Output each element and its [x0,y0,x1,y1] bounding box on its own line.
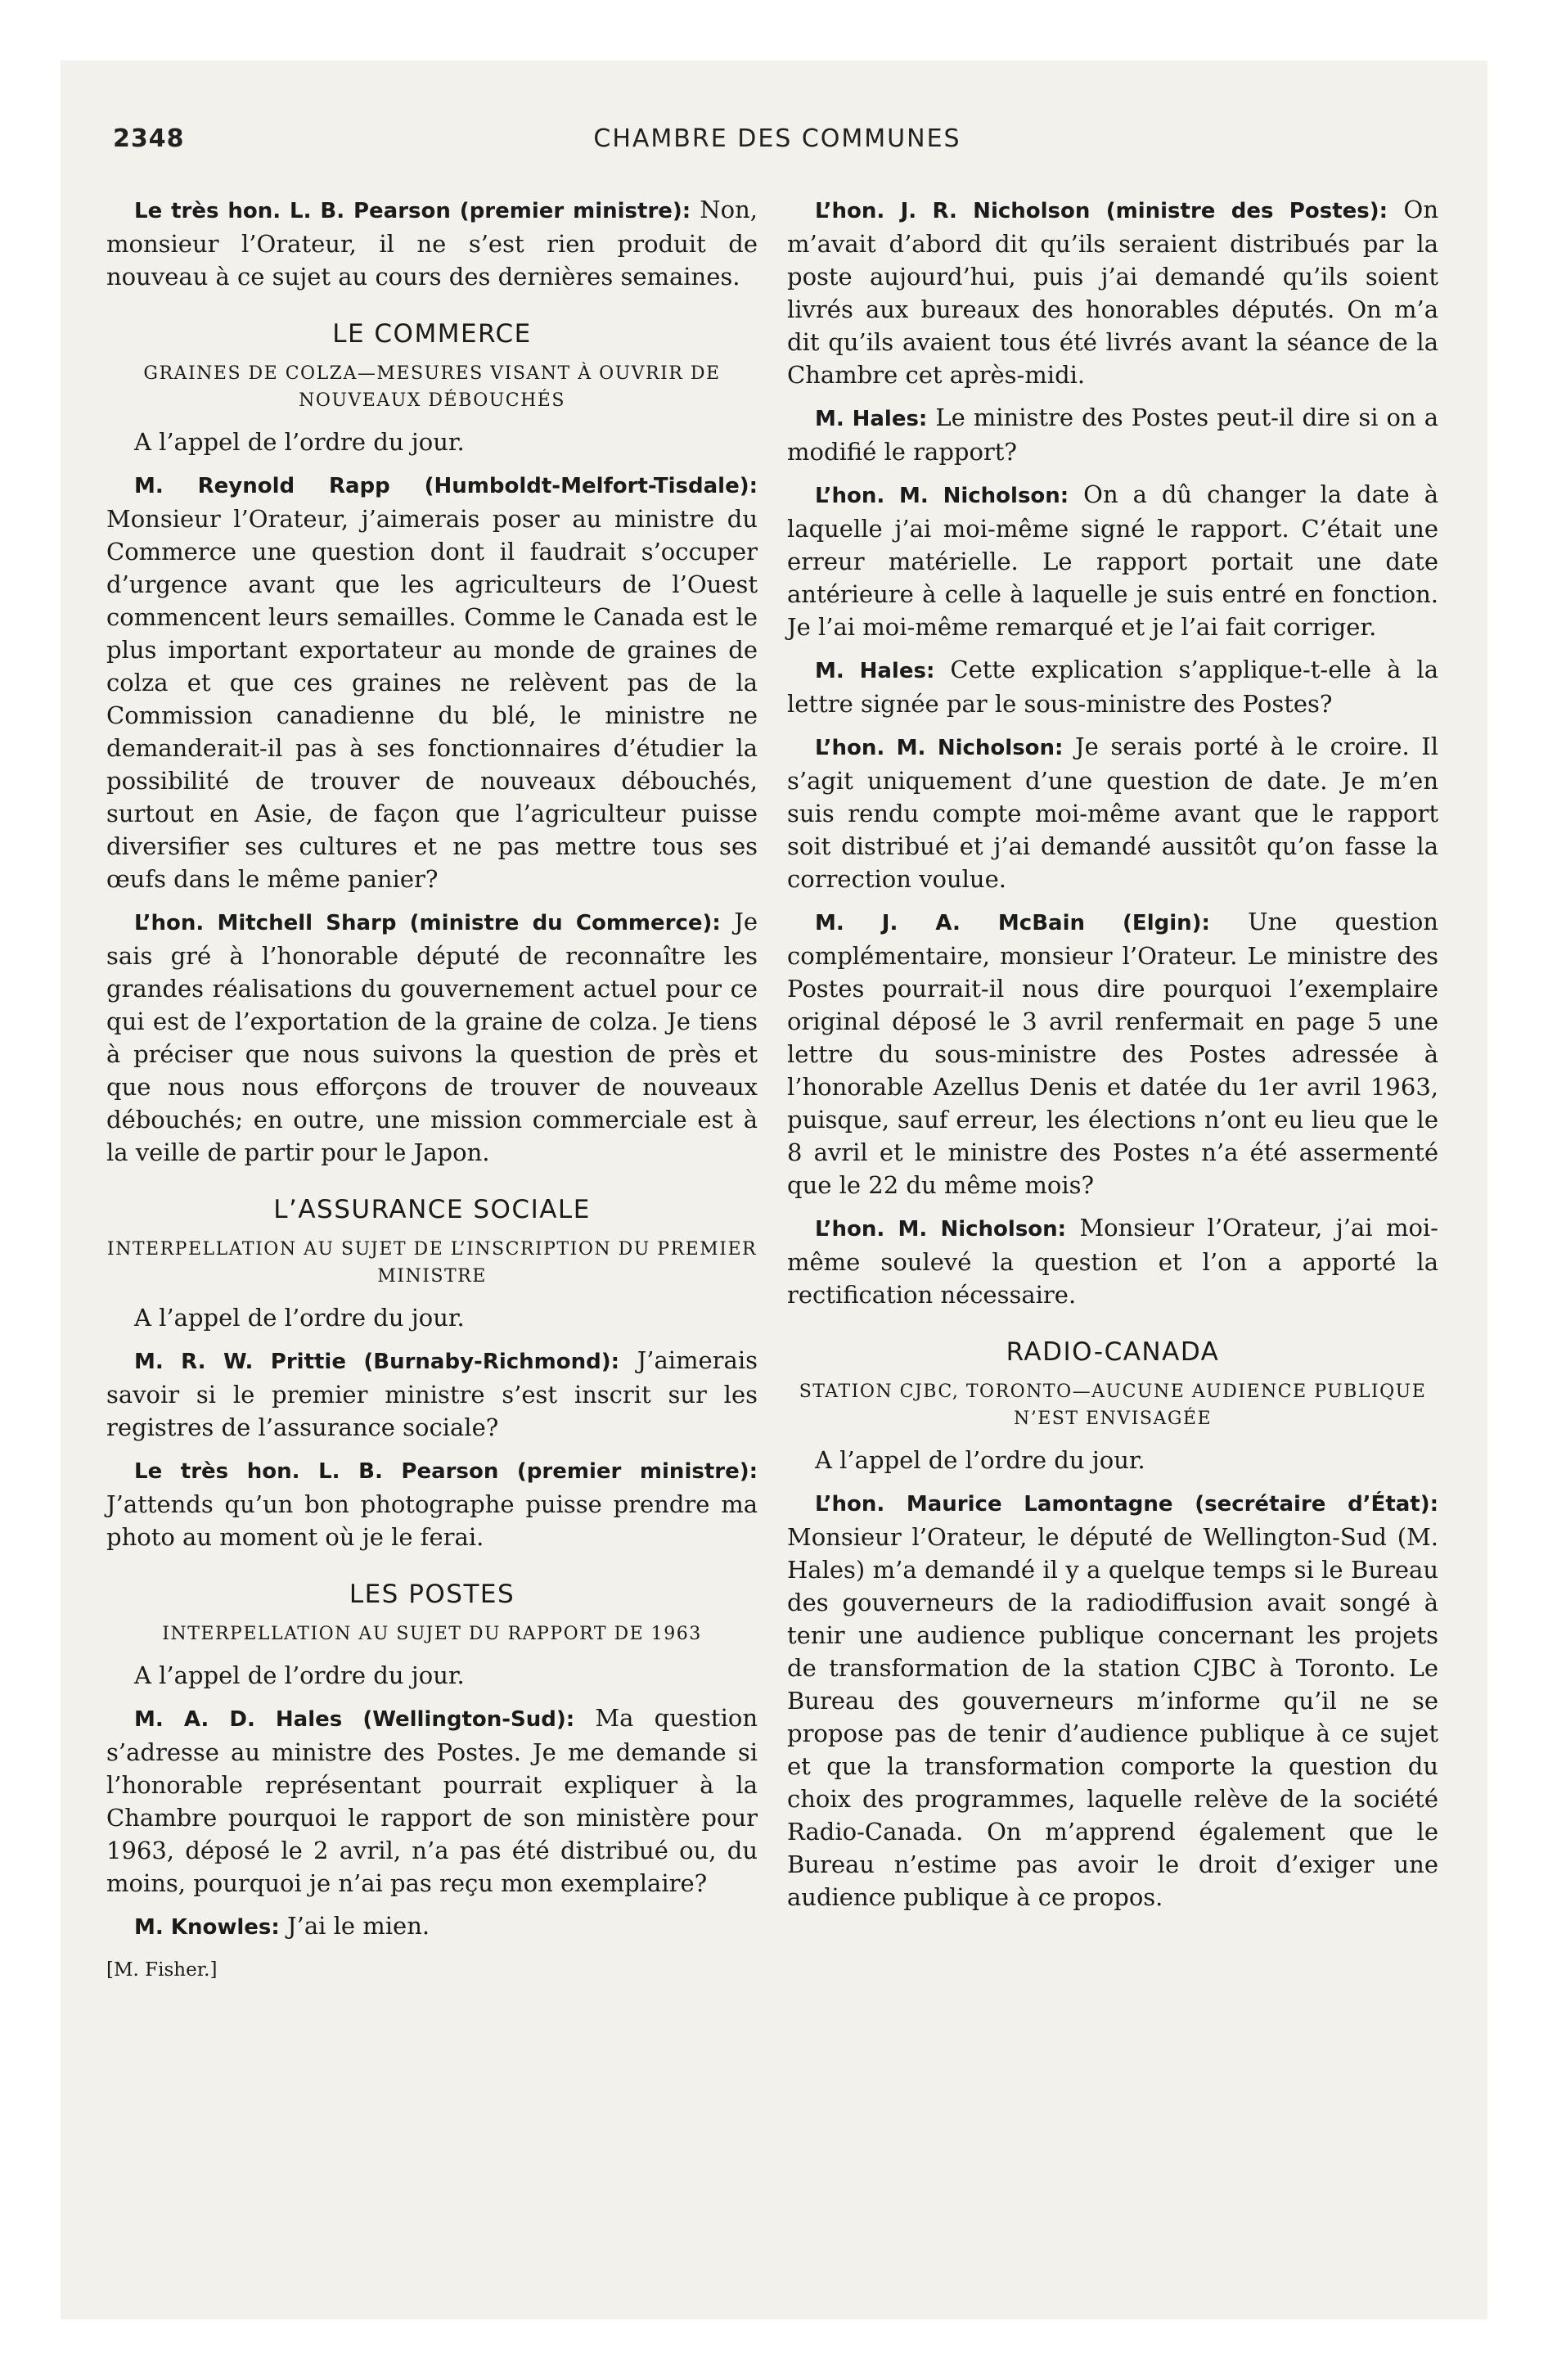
margin-note: [M. Fisher.] [106,1959,218,1981]
paragraph [106,193,758,293]
speaker-name: M. J. A. McBain (Elgin): [815,911,1210,935]
paragraph [787,478,1438,643]
paragraph [106,1659,758,1692]
paragraph [787,401,1438,468]
section-subheading: INTERPELLATION AU SUJET DU RAPPORT DE 1963 [162,1624,702,1644]
paragraph-text: J’aimerais savoir si le premier ministre s’est inscrit sur les registres de l’assurance sociale? [106,1346,758,1441]
speaker-name: L’hon. J. R. Nicholson (ministre des Postes): [815,199,1388,223]
speaker-name: Le très hon. L. B. Pearson (premier ministre): [134,199,691,223]
paragraph-text: Monsieur l’Orateur, le député de Wellington-Sud (M. Hales) m’a demandé il y a quelque temps si le Bureau des gouverneurs de la radiodiffusion avait songé à tenir une audience publique concernant les projets de transformation de la station CJBC à Toronto. Le Bureau des gouverneurs m’informe qu’il ne se propose pas de tenir d’audience publique à ce sujet et que la transformation comporte la question du choix des programmes, laquelle relève de la société Radio-Canada. On m’apprend également que le Bureau n’estime pas avoir le droit d’exiger une audience publique à ce propos. [787,1523,1438,1911]
paragraph [787,1211,1438,1311]
paragraph [106,1301,758,1334]
page-header [113,124,1442,165]
paragraph [106,468,758,895]
paragraph [106,905,758,1169]
speaker-name: M. Hales: [815,407,928,431]
speaker-name: L’hon. M. Nicholson: [815,736,1064,760]
speaker-name: L’hon. M. Nicholson: [815,1217,1067,1242]
page-number: 2348 [113,124,185,153]
paragraph [787,193,1438,391]
running-title: CHAMBRE DES COMMUNES [593,124,961,153]
paragraph [787,730,1438,895]
section-heading: LES POSTES [349,1580,515,1609]
paragraph-text: A l’appel de l’ordre du jour. [134,1661,465,1689]
paragraph-text: Non, monsieur l’Orateur, il ne s’est rien produit de nouveau à ce sujet au cours des dernières semaines. [106,196,758,291]
section-subheading: INTERPELLATION AU SUJET DE L’INSCRIPTION DU PREMIER MINISTRE [106,1239,758,1287]
section-heading: RADIO-CANADA [1006,1337,1220,1367]
paragraph [106,1454,758,1553]
paragraph-text: Cette explication s’applique-t-elle à la lettre signée par le sous-ministre des Postes? [787,656,1438,718]
speaker-name: L’hon. M. Nicholson: [815,484,1069,508]
paragraph-text: A l’appel de l’ordre du jour. [134,428,465,456]
paragraph-text: On m’avait d’abord dit qu’ils seraient distribués par la poste aujourd’hui, puis j’ai demandé qu’ils soient livrés aux bureaux des honorables députés. On m’a dit qu’ils avaient tous été livrés avant la séance de la Chambre cet après-midi. [787,196,1438,389]
paragraph-text: A l’appel de l’ordre du jour. [815,1446,1145,1474]
right-column [787,193,1438,1923]
speaker-name: M. A. D. Hales (Wellington-Sud): [134,1707,575,1732]
paragraph [787,905,1438,1201]
paragraph-text: A l’appel de l’ordre du jour. [134,1304,465,1332]
paragraph [106,426,758,458]
paragraph [106,1909,758,1944]
paragraph-text: Une question complémentaire, monsieur l’Orateur. Le ministre des Postes pourrait-il nous dire pourquoi l’exemplaire original déposé le 3 avril renfermait en page 5 une lettre du sous-ministre des Postes adressée à l’honorable Azellus Denis et datée du 1er avril 1963, puisque, sauf erreur, les élections n’ont eu lieu que le 8 avril et le ministre des Postes n’a été assermenté que le 22 du même mois? [787,908,1438,1199]
paragraph-text: On a dû changer la date à laquelle j’ai moi-même signé le rapport. C’était une erreur matérielle. Le rapport portait une date antérieure à celle à laquelle je suis entré en fonction. Je l’ai moi-même remarqué et je l’ai fait corriger. [787,480,1438,641]
speaker-name: M. Hales: [815,659,935,683]
paragraph-text: J’ai le mien. [279,1912,430,1940]
speaker-name: M. R. W. Prittie (Burnaby-Richmond): [134,1350,620,1374]
paragraph [787,653,1438,720]
speaker-name: L’hon. Maurice Lamontagne (secrétaire d’État): [815,1492,1438,1517]
section-heading: LE COMMERCE [332,319,532,349]
paragraph [787,1444,1438,1476]
paragraph-text: Je sais gré à l’honorable député de reconnaître les grandes réalisations du gouvernement actuel pour ce qui est de l’exportation de la graine de colza. Je tiens à préciser que nous suivons la question de près et que nous nous efforçons de trouver de nouveaux débouchés; en outre, une mission commerciale est à la veille de partir pour le Japon. [106,908,758,1166]
paragraph-text: J’attends qu’un bon photographe puisse prendre ma photo au moment où je le ferai. [106,1490,758,1551]
paragraph-text: Monsieur l’Orateur, j’ai moi-même soulevé la question et l’on a apporté la rectification nécessaire. [787,1214,1438,1309]
paragraph [106,1344,758,1444]
paragraph-text: Monsieur l’Orateur, j’aimerais poser au ministre du Commerce une question dont il faudrait s’occuper d’urgence avant que les agriculteurs de l’Ouest commencent leurs semailles. Comme le Canada est le plus important exportateur au monde de graines de colza et que ces graines ne relèvent pas de la Commission canadienne du blé, le ministre ne demanderait-il pas à ses fonctionnaires d’étudier la possibilité de trouver de nouveaux débouchés, surtout en Asie, de façon que l’agriculteur puisse diversifier ses cultures et ne pas mettre tous ses œufs dans le même panier? [106,505,758,893]
left-column [106,193,758,1986]
paragraph-text: Le ministre des Postes peut-il dire si on a modifié le rapport? [787,403,1438,466]
section-subheading: GRAINES DE COLZA—MESURES VISANT À OUVRIR DE NOUVEAUX DÉBOUCHÉS [143,363,721,411]
paragraph [106,1702,758,1900]
speaker-name: M. Knowles: [134,1915,280,1940]
section-heading: L’ASSURANCE SOCIALE [273,1195,591,1224]
paragraph-text: Je serais porté à le croire. Il s’agit uniquement d’une question de date. Je m’en suis rendu compte moi-même avant que le rapport soit distribué et j’ai demandé aussitôt qu’on fasse la correction voulue. [787,732,1438,893]
speaker-name: Le très hon. L. B. Pearson (premier ministre): [134,1459,758,1484]
speaker-name: L’hon. Mitchell Sharp (ministre du Commerce): [134,911,721,935]
paragraph-text: Ma question s’adresse au ministre des Postes. Je me demande si l’honorable représentant pourrait expliquer à la Chambre pourquoi le rapport de son ministère pour 1963, déposé le 2 avril, n’a pas été distribué ou, du moins, pourquoi je n’ai pas reçu mon exemplaire? [106,1704,758,1897]
section-subheading: STATION CJBC, TORONTO—AUCUNE AUDIENCE PUBLIQUE N’EST ENVISAGÉE [799,1382,1427,1429]
paragraph [787,1486,1438,1913]
speaker-name: M. Reynold Rapp (Humboldt-Melfort-Tisdale): [134,474,758,498]
